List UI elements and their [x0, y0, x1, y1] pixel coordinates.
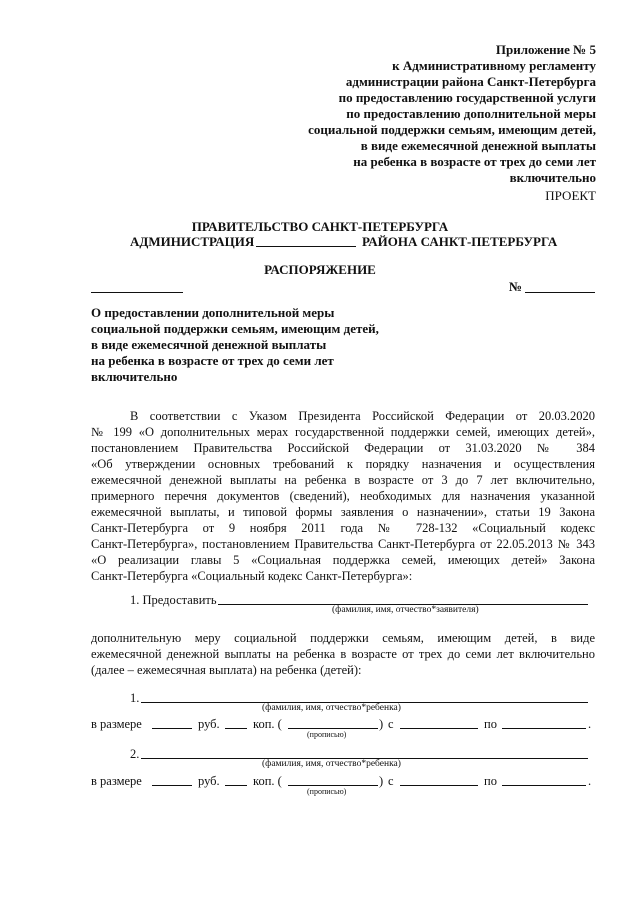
child-1-kop-field[interactable] [225, 728, 247, 729]
child-1-from-label: с [388, 717, 394, 731]
appendix-line-7: в виде ежемесячной денежной выплаты [360, 138, 596, 153]
district-blank [256, 246, 356, 247]
applicant-caption: (фамилия, имя, отчество*заявителя) [332, 605, 479, 615]
item1-label: 1. Предоставить [130, 593, 217, 607]
appendix-line-4: по предоставлению государственной услуги [338, 90, 596, 105]
preamble-line-7: ежемесячной выплаты, и типовой формы заявления о назначении», статьи 19 Закона [91, 505, 595, 519]
preamble-line-11: Санкт-Петербурга «Социальный кодекс Санкт-Петербурга»: [91, 569, 413, 583]
title-line-1: О предоставлении дополнительной меры [91, 305, 335, 320]
child-1-number: 1. [130, 691, 140, 705]
preamble-line-4: «Об утверждении основных требований к порядку назначения и осуществления [91, 457, 595, 471]
child-1-to-label: по [484, 717, 497, 731]
child-1-amount-label: в размере [91, 717, 142, 731]
child-2-close-paren: ) [379, 774, 384, 788]
project-label: ПРОЕКТ [545, 188, 596, 203]
title-line-2: социальной поддержки семьям, имеющим детей, [91, 321, 379, 336]
appendix-line-2: к Административному регламенту [392, 58, 596, 73]
preamble-line-6: примерного перечня документов (сведений), необходимых для назначения указанной [91, 489, 595, 503]
appendix-line-9: включительно [509, 170, 596, 185]
child-2-name-caption: (фамилия, имя, отчество*ребенка) [262, 759, 401, 769]
child-1-words-field[interactable] [288, 728, 378, 729]
appendix-line-1: Приложение № 5 [495, 42, 596, 57]
date-blank [91, 292, 183, 293]
government-title: ПРАВИТЕЛЬСТВО САНКТ-ПЕТЕРБУРГА [191, 219, 449, 234]
number-sign: № [509, 279, 523, 294]
child-2-to-label: по [484, 774, 497, 788]
preamble-line-10: «О реализации главы 5 «Социальная поддержка семей, имеющих детей» Закона [91, 553, 595, 567]
child-1-words-caption: (прописью) [307, 730, 347, 739]
title-line-5: включительно [91, 369, 178, 384]
appendix-line-5: по предоставлению дополнительной меры [346, 106, 596, 121]
measure-line-1: дополнительную меру социальной поддержки семьям, имеющим детей, в виде [91, 631, 595, 645]
child-2-rub-label: руб. [198, 774, 220, 788]
appendix-line-3: администрации района Санкт-Петербурга [345, 74, 596, 89]
child-2-from-date-field[interactable] [400, 785, 478, 786]
preamble-line-9: Санкт-Петербурга», постановлением Правительства Санкт-Петербурга от 22.05.2013 № 343 [91, 537, 595, 551]
child-1-name-caption: (фамилия, имя, отчество*ребенка) [262, 703, 401, 713]
preamble-line-3: постановлением Правительства Российской Федерации от 31.03.2020 № 384 [91, 441, 595, 455]
number-blank [525, 292, 595, 293]
child-2-words-caption: (прописью) [307, 787, 347, 796]
child-1-rub-label: руб. [198, 717, 220, 731]
preamble-line-8: Санкт-Петербурга от 9 ноября 2011 года № 728-132 «Социальный кодекс [91, 521, 595, 535]
child-1-from-date-field[interactable] [400, 728, 478, 729]
child-2-rub-field[interactable] [152, 785, 192, 786]
child-2-number: 2. [130, 747, 140, 761]
preamble-line-2: № 199 «О дополнительных мерах государственной поддержки семей, имеющих детей», [91, 425, 595, 439]
child-1-dot: . [588, 717, 592, 731]
child-1-kop-label: коп. ( [253, 717, 282, 731]
preamble-line-5: ежемесячной денежной выплаты на ребенка в возрасте от 3 до 7 лет включительно, [91, 473, 595, 487]
title-line-4: на ребенка в возрасте от трех до семи лет [91, 353, 334, 368]
child-2-words-field[interactable] [288, 785, 378, 786]
appendix-line-6: социальной поддержки семьям, имеющим детей, [308, 122, 596, 137]
child-2-amount-label: в размере [91, 774, 142, 788]
child-1-rub-field[interactable] [152, 728, 192, 729]
administration-suffix: РАЙОНА САНКТ-ПЕТЕРБУРГА [362, 234, 558, 249]
child-2-to-date-field[interactable] [502, 785, 586, 786]
title-line-3: в виде ежемесячной денежной выплаты [91, 337, 327, 352]
child-2-dot: . [588, 774, 592, 788]
doc-type: РАСПОРЯЖЕНИЕ [264, 262, 376, 277]
measure-line-3: (далее – ежемесячная выплата) на ребенка (детей): [91, 663, 362, 677]
preamble-line-1: В соответствии с Указом Президента Российской Федерации от 20.03.2020 [130, 409, 595, 423]
child-2-kop-field[interactable] [225, 785, 247, 786]
child-1-close-paren: ) [379, 717, 384, 731]
measure-line-2: ежемесячной денежной выплаты на ребенка в возрасте от трех до семи лет включительно [91, 647, 595, 661]
appendix-line-8: на ребенка в возрасте от трех до семи лет [353, 154, 596, 169]
child-2-kop-label: коп. ( [253, 774, 282, 788]
administration-prefix: АДМИНИСТРАЦИЯ [130, 234, 255, 249]
child-2-from-label: с [388, 774, 394, 788]
child-1-to-date-field[interactable] [502, 728, 586, 729]
